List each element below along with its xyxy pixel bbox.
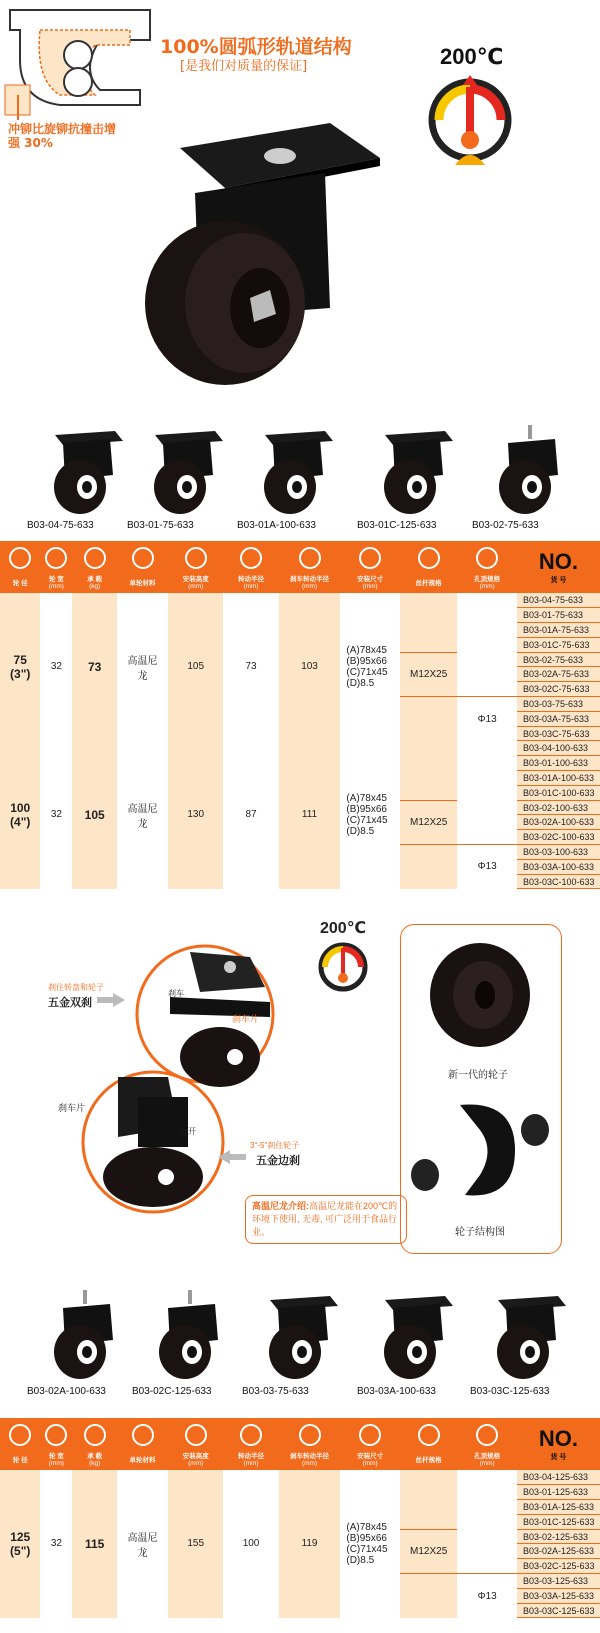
thread-cell: M12X25	[400, 800, 457, 844]
header-cell	[340, 541, 400, 593]
mount-cell: (A)78x45 (B)95x66 (C)71x45 (D)8.5	[340, 593, 400, 741]
wheel-structure-label: 轮子结构图	[455, 1227, 505, 1238]
caster-image	[25, 1290, 135, 1380]
column-icon	[240, 547, 262, 569]
header-cell	[457, 1418, 517, 1470]
product-code: B03-02C-75-633	[517, 682, 600, 697]
header-unit: (mm)	[188, 1460, 204, 1467]
header-no-label: NO.	[538, 549, 579, 574]
column-icon	[84, 1424, 106, 1446]
thread-blank	[400, 845, 457, 889]
header-unit: (mm)	[48, 1460, 64, 1467]
header-cell	[400, 1418, 457, 1470]
header-label: 孔顶规格	[474, 1453, 501, 1460]
product-code: B03-03A-125-633	[517, 1588, 600, 1603]
hole-cell: Φ13	[457, 697, 517, 741]
header-label: 轮 宽	[48, 576, 64, 583]
product-code: B03-01-125-633	[517, 1485, 600, 1500]
nylon-intro-text: 高温尼龙能在200℃的环境下使用, 无毒, 可广泛用于食品行业。	[252, 1201, 398, 1237]
brake-pad-label: 刹车片	[232, 1014, 260, 1024]
nylon-intro	[245, 1195, 407, 1244]
header-unit: (mm)	[479, 1460, 495, 1467]
double-brake-note: 刹住转盘和轮子	[48, 983, 104, 992]
model-caption: B03-04-75-633	[27, 520, 94, 531]
arrow-icon	[97, 993, 125, 1007]
diameter: 100	[10, 800, 31, 815]
width-cell: 32	[40, 741, 72, 889]
brake-radius-cell: 103	[279, 593, 341, 741]
column-icon	[418, 547, 440, 569]
thread-blank	[400, 741, 457, 800]
column-icon	[418, 1424, 440, 1446]
header-no-sub: 货 号	[550, 577, 567, 584]
caster-image	[468, 1290, 578, 1380]
arrow-icon	[218, 1150, 246, 1164]
product-code: B03-02A-75-633	[517, 667, 600, 682]
product-code: B03-03A-100-633	[517, 859, 600, 874]
header-no-label: NO.	[538, 1426, 579, 1451]
header-cell	[279, 541, 341, 593]
caster-image	[240, 1290, 350, 1380]
column-icon	[476, 547, 498, 569]
load-cell: 105	[72, 741, 117, 889]
header-label: 安装高度	[182, 1453, 209, 1460]
thread-cell: M12X25	[400, 1529, 457, 1573]
caster-image	[25, 425, 135, 515]
wheel-structure-image	[405, 1095, 555, 1205]
header-unit: (mm)	[301, 583, 318, 590]
product-code: B03-04-100-633	[517, 741, 600, 756]
diameter-cell	[0, 1470, 40, 1618]
model-caption: B03-02C-125-633	[132, 1386, 212, 1397]
brake-pad-label-2: 刹车片	[58, 1103, 86, 1113]
product-code: B03-02-125-633	[517, 1529, 600, 1544]
hero-title: 100%圆弧形轨道结构	[160, 36, 352, 58]
hole-blank	[457, 593, 517, 697]
column-icon	[240, 1424, 262, 1446]
product-code: B03-02C-125-633	[517, 1559, 600, 1574]
height-cell: 130	[168, 741, 223, 889]
header-unit: (mm)	[362, 583, 378, 590]
header-label: 孔顶规格	[474, 576, 501, 583]
product-code: B03-03C-75-633	[517, 726, 600, 741]
header-cell	[40, 1418, 72, 1470]
product-code: B03-01C-75-633	[517, 637, 600, 652]
header-label: 丝杆规格	[415, 579, 442, 587]
temperature-label: 200℃	[440, 44, 504, 69]
header-unit: (mm)	[48, 583, 64, 590]
diameter-cell	[0, 593, 40, 741]
header-label: 刹车转动半径	[290, 1453, 330, 1460]
product-code: B03-01A-125-633	[517, 1500, 600, 1515]
header-label: 轮 径	[12, 1456, 28, 1464]
column-icon	[476, 1424, 498, 1446]
product-code: B03-01C-125-633	[517, 1514, 600, 1529]
model-caption: B03-03-75-633	[242, 1386, 309, 1397]
column-icon	[84, 547, 106, 569]
header-label: 刹车转动半径	[290, 576, 330, 583]
spec-table-2	[0, 1418, 600, 1619]
model-caption: B03-02-75-633	[472, 520, 539, 531]
header-cell	[117, 1418, 168, 1470]
product-code: B03-03-75-633	[517, 697, 600, 712]
caster-image	[130, 1290, 240, 1380]
brake-radius-cell: 119	[279, 1470, 341, 1618]
material-cell: 高温尼龙	[117, 1470, 168, 1618]
width-cell: 32	[40, 593, 72, 741]
model-caption: B03-03C-125-633	[470, 1386, 550, 1397]
header-cell	[72, 541, 117, 593]
header-no-sub: 货 号	[550, 1454, 567, 1461]
side-brake-note: 3"-5"刹住轮子	[250, 1141, 300, 1150]
main-caster-image	[130, 118, 390, 388]
product-code: B03-03A-75-633	[517, 711, 600, 726]
mount-cell: (A)78x45 (B)95x66 (C)71x45 (D)8.5	[340, 1470, 400, 1618]
product-code: B03-03-125-633	[517, 1574, 600, 1589]
diameter: 75	[13, 652, 27, 667]
hole-cell: Φ13	[457, 845, 517, 889]
product-code: B03-01C-100-633	[517, 785, 600, 800]
header-cell	[168, 541, 223, 593]
rivet-note: 冲铆比旋铆抗撞击增强 30%	[8, 122, 117, 150]
header-unit: (mm)	[362, 1460, 378, 1467]
column-icon	[9, 1424, 31, 1446]
product-code: B03-02-100-633	[517, 800, 600, 815]
split-label: 分开	[212, 979, 228, 988]
column-icon	[299, 1424, 321, 1446]
product-code: B03-02C-100-633	[517, 830, 600, 845]
header-cell	[223, 1418, 278, 1470]
caster-image	[125, 425, 235, 515]
header-unit: (kg)	[89, 583, 101, 590]
double-brake-label: 五金双刹	[48, 997, 92, 1009]
product-code: B03-03C-100-633	[517, 874, 600, 889]
caster-image	[355, 1290, 465, 1380]
header-label: 承 载	[87, 576, 103, 583]
rail-structure-diagram	[0, 0, 165, 120]
column-icon	[45, 1424, 67, 1446]
header-label: 安装高度	[182, 576, 209, 583]
side-brake-label: 五金边刹	[256, 1155, 300, 1167]
diameter-inch: (4")	[10, 814, 31, 829]
product-code: B03-02-75-633	[517, 652, 600, 667]
caster-image	[470, 425, 580, 515]
column-icon	[132, 547, 154, 569]
radius-cell: 100	[223, 1470, 278, 1618]
header-cell	[400, 541, 457, 593]
column-icon	[9, 547, 31, 569]
header-label: 转动半径	[238, 576, 265, 583]
header-label: 轮 径	[12, 579, 28, 587]
column-icon	[185, 547, 207, 569]
diameter-inch: (3")	[10, 666, 31, 681]
diameter-cell	[0, 741, 40, 889]
header-cell	[223, 541, 278, 593]
thermometer-icon	[425, 75, 515, 170]
thread-cell: M12X25	[400, 652, 457, 696]
product-code: B03-04-125-633	[517, 1470, 600, 1485]
new-wheel-label: 新一代的轮子	[448, 1070, 508, 1081]
header-unit: (mm)	[243, 1460, 259, 1467]
header-cell	[457, 541, 517, 593]
header-label: 轮 宽	[48, 1453, 64, 1460]
product-code: B03-04-75-633	[517, 593, 600, 608]
header-cell	[40, 541, 72, 593]
header-cell	[117, 541, 168, 593]
radius-cell: 87	[223, 741, 278, 889]
product-code: B03-02A-125-633	[517, 1544, 600, 1559]
caster-image	[355, 425, 465, 515]
header-unit: (mm)	[243, 583, 259, 590]
header-unit: (kg)	[89, 1460, 101, 1467]
product-code: B03-01A-100-633	[517, 771, 600, 786]
header-label: 转动半径	[238, 1453, 265, 1460]
feature-temperature-label: 200℃	[320, 920, 367, 937]
header-cell	[340, 1418, 400, 1470]
header-label: 丝杆规格	[415, 1456, 442, 1464]
header-label: 安装尺寸	[357, 1453, 384, 1460]
header-unit: (mm)	[188, 583, 204, 590]
thread-blank	[400, 697, 457, 741]
brake-radius-cell: 111	[279, 741, 341, 889]
product-code: B03-01-75-633	[517, 608, 600, 623]
product-code: B03-03-100-633	[517, 845, 600, 860]
header-label: 单轮材料	[129, 1456, 156, 1464]
new-wheel-image	[425, 940, 535, 1050]
header-no	[517, 541, 600, 593]
column-icon	[359, 1424, 381, 1446]
model-caption: B03-01-75-633	[127, 520, 194, 531]
column-icon	[359, 547, 381, 569]
split-label-2: 分开	[180, 1127, 196, 1136]
header-label: 单轮材料	[129, 579, 156, 587]
column-icon	[45, 547, 67, 569]
hero-subtitle: [是我们对质量的保证]	[180, 59, 308, 74]
product-code: B03-03C-125-633	[517, 1603, 600, 1618]
height-cell: 105	[168, 593, 223, 741]
product-code: B03-01-100-633	[517, 756, 600, 771]
load-cell: 73	[72, 593, 117, 741]
hole-cell: Φ13	[457, 1574, 517, 1618]
diameter: 125	[10, 1529, 31, 1544]
hole-blank	[457, 741, 517, 845]
spec-table-1	[0, 541, 600, 890]
column-icon	[132, 1424, 154, 1446]
nylon-intro-title: 高温尼龙介绍:	[252, 1201, 309, 1211]
header-label: 承 载	[87, 1453, 103, 1460]
header-cell	[0, 1418, 40, 1470]
material-cell: 高温尼龙	[117, 593, 168, 741]
brake-label-2: 刹车	[98, 1139, 114, 1148]
thermometer-icon	[316, 940, 370, 995]
caster-image	[235, 425, 345, 515]
mount-cell: (A)78x45 (B)95x66 (C)71x45 (D)8.5	[340, 741, 400, 889]
header-cell	[168, 1418, 223, 1470]
hole-blank	[457, 1470, 517, 1574]
product-code: B03-02A-100-633	[517, 815, 600, 830]
column-icon	[185, 1424, 207, 1446]
header-no	[517, 1418, 600, 1470]
width-cell: 32	[40, 1470, 72, 1618]
model-caption: B03-01A-100-633	[237, 520, 316, 531]
header-cell	[0, 541, 40, 593]
header-cell	[72, 1418, 117, 1470]
material-cell: 高温尼龙	[117, 741, 168, 889]
thread-blank	[400, 593, 457, 652]
thread-blank	[400, 1470, 457, 1529]
model-caption: B03-01C-125-633	[357, 520, 437, 531]
header-unit: (mm)	[301, 1460, 318, 1467]
load-cell: 115	[72, 1470, 117, 1618]
header-cell	[279, 1418, 341, 1470]
model-caption: B03-02A-100-633	[27, 1386, 106, 1397]
model-caption: B03-03A-100-633	[357, 1386, 436, 1397]
thread-blank	[400, 1574, 457, 1618]
radius-cell: 73	[223, 593, 278, 741]
height-cell: 155	[168, 1470, 223, 1618]
column-icon	[299, 547, 321, 569]
product-code: B03-01A-75-633	[517, 623, 600, 638]
brake-label: 刹车	[168, 989, 184, 998]
header-label: 安装尺寸	[357, 576, 384, 583]
diameter-inch: (5")	[10, 1543, 31, 1558]
header-unit: (mm)	[479, 583, 495, 590]
